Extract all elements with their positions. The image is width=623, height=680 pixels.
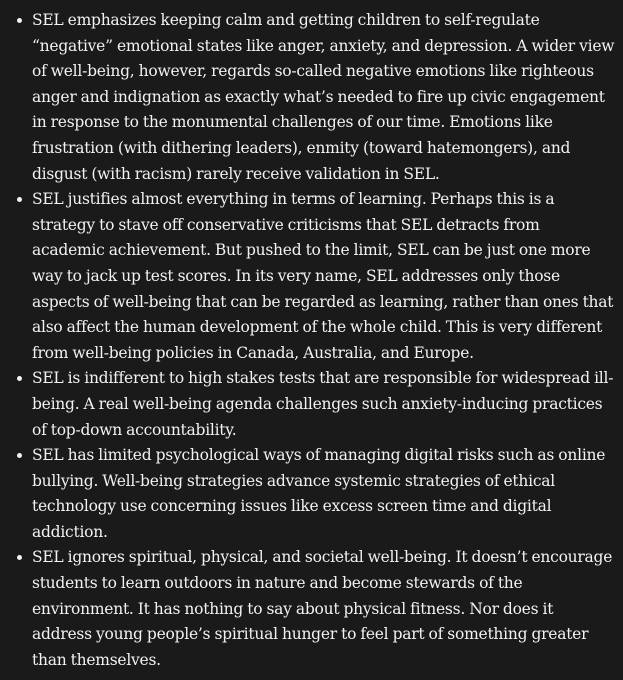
bullet-list <box>32 8 615 673</box>
bullet-item-learning-focus: SEL justifies almost everything in terms of learning. Perhaps this is a strategy to stave off conservative criticisms that SEL detracts from academic achievement. But pushed to the limit, SEL can be just one more way to jack up test scores. In its very name, SEL addresses only those aspects of well-being that can be regarded as learning, rather than ones that also affect the human development of the whole child. This is very different from well-being policies in Canada, Australia, and Europe. <box>32 187 615 366</box>
bullet-item-digital-risks: SEL has limited psychological ways of managing digital risks such as online bullying. Well-being strategies advance systemic strategies of ethical technology use concerning issues like excess screen time and digital addiction. <box>32 443 615 545</box>
bullet-item-negative-emotions: SEL emphasizes keeping calm and getting children to self-regulate “negative” emotional states like anger, anxiety, and depression. A wider view of well-being, however, regards so-called negative emotions like righteous anger and indignation as exactly what’s needed to fire up civic engagement in response to the monumental challenges of our time. Emotions like frustration (with dithering leaders), enmity (toward hatemongers), and disgust (with racism) rarely receive validation in SEL. <box>32 8 615 187</box>
bullet-item-high-stakes-tests: SEL is indifferent to high stakes tests that are responsible for widespread ill-being. A real well-being agenda challenges such anxiety-inducing practices of top-down accountability. <box>32 366 615 443</box>
bullet-item-holistic-wellbeing: SEL ignores spiritual, physical, and societal well-being. It doesn’t encourage students to learn outdoors in nature and become stewards of the environment. It has nothing to say about physical fitness. Nor does it address young people’s spiritual hunger to feel part of something greater than themselves. <box>32 545 615 673</box>
